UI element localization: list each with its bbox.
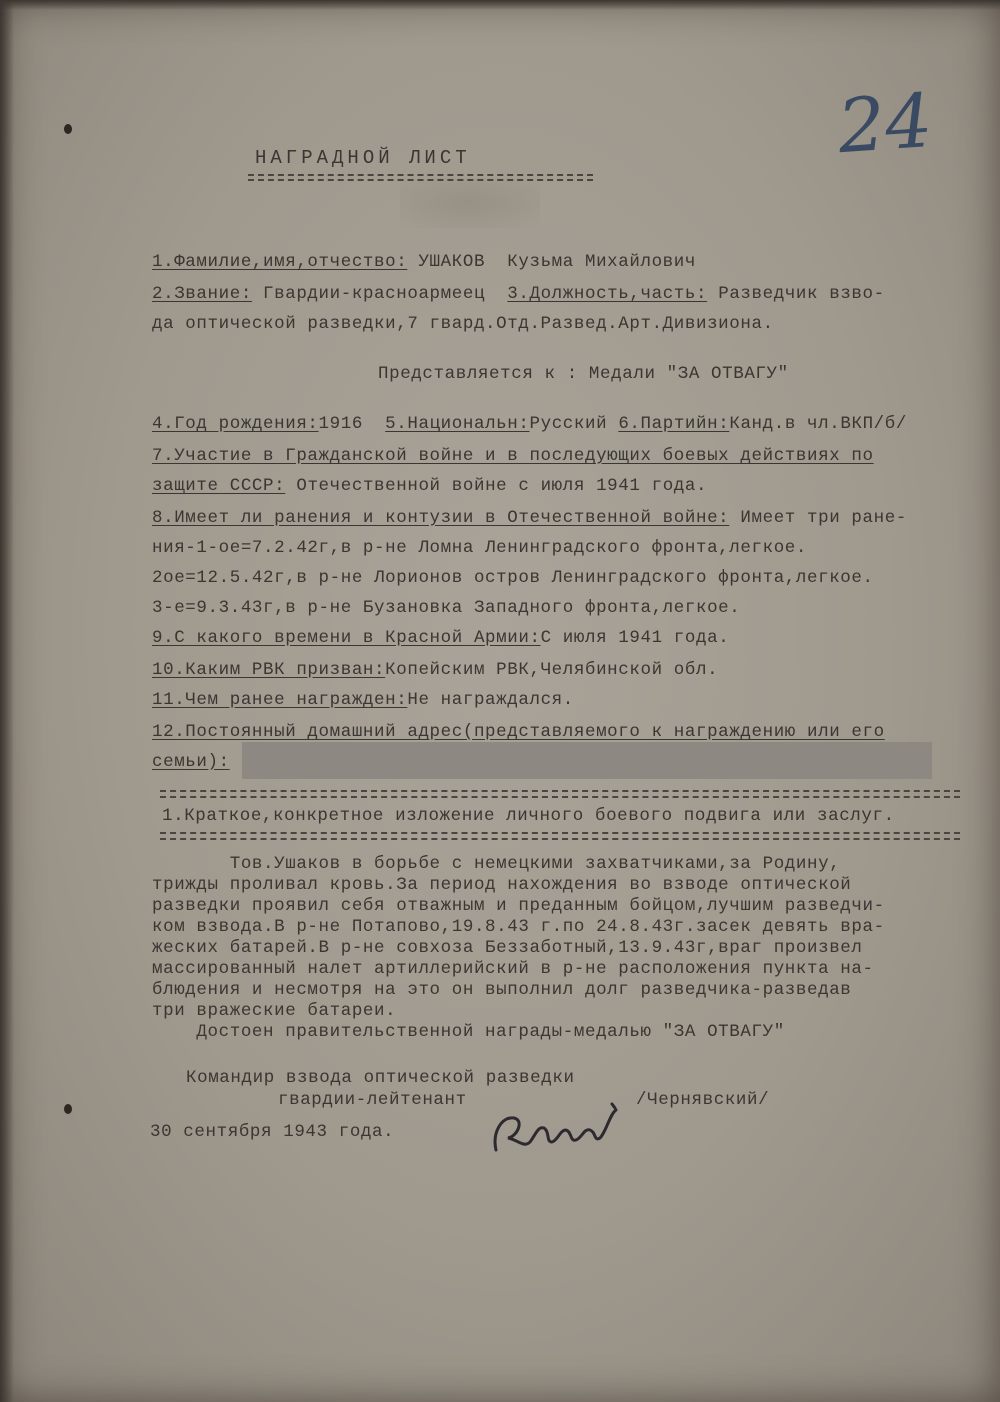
signatory-position: Командир взвода оптической разведки bbox=[186, 1068, 575, 1088]
field-12-label-cont: семьи): bbox=[152, 752, 230, 772]
field-2-value: Гвардии-красноармеец bbox=[251, 284, 508, 304]
field-3-value: Разведчик взво- bbox=[707, 284, 885, 304]
signatory-name: /Чернявский/ bbox=[636, 1090, 770, 1110]
wound-2: 2ое=12.5.42г,в р-не Лорионов остров Ленинградского фронта,легкое. bbox=[152, 568, 874, 588]
title-underline bbox=[248, 179, 593, 181]
narrative-line: жеских батарей.В р-не совхоза Беззаботный,13.9.43г,враг произвел bbox=[152, 938, 863, 958]
field-8-label: 8.Имеет ли ранения и контузии в Отечественной войне: bbox=[152, 508, 730, 528]
field-2-label: 2.Звание: bbox=[152, 284, 252, 304]
field-4-value: 1916 bbox=[318, 414, 386, 434]
document-date: 30 сентября 1943 года. bbox=[150, 1122, 395, 1142]
wound-1: ния-1-ое=7.2.42г,в р-не Ломна Ленинградского фронта,легкое. bbox=[152, 538, 808, 558]
field-7-row bbox=[152, 476, 707, 496]
field-8-row bbox=[152, 508, 907, 528]
field-7-label: 7.Участие в Гражданской войне и в последующих боевых действиях по bbox=[152, 446, 874, 466]
redacted-address bbox=[242, 742, 932, 779]
field-1-value: УШАКОВ Кузьма Михайлович bbox=[407, 252, 696, 272]
field-6-value: Канд.в чл.ВКП/б/ bbox=[729, 414, 907, 434]
field-7-label-cont: защите СССР: bbox=[152, 476, 286, 496]
field-10-label: 10.Каким РВК призван: bbox=[152, 660, 386, 680]
field-10-value: Копейским РВК,Челябинской обл. bbox=[385, 660, 719, 680]
wound-3: 3-е=9.3.43г,в р-не Бузановка Западного фронта,легкое. bbox=[152, 598, 741, 618]
field-1-label: 1.Фамилие,имя,отчество: bbox=[152, 252, 408, 272]
field-11-row bbox=[152, 690, 574, 710]
narrative-line: массированный налет артиллерийский в р-не расположения пункта на- bbox=[152, 959, 874, 979]
handwritten-signature bbox=[488, 1092, 628, 1164]
field-7-value: Отечественной войне с июля 1941 года. bbox=[285, 476, 708, 496]
punch-hole bbox=[64, 124, 72, 134]
scan-edge-left bbox=[0, 0, 14, 1402]
field-6-label: 6.Партийн: bbox=[618, 414, 730, 434]
punch-hole bbox=[64, 1104, 72, 1114]
narrative-line: Достоен правительственной награды-медалью "ЗА ОТВАГУ" bbox=[152, 1022, 785, 1042]
field-2-3-row bbox=[152, 284, 885, 304]
field-1-row bbox=[152, 252, 696, 272]
section-heading: 1.Краткое,конкретное изложение личного боевого подвига или заслуг. bbox=[162, 806, 895, 826]
section-rule bbox=[160, 796, 960, 798]
field-4-5-6-row bbox=[152, 414, 907, 434]
section-rule bbox=[160, 838, 960, 840]
field-9-value: С июля 1941 года. bbox=[540, 628, 730, 648]
narrative-line: трижды проливал кровь.За период нахождения во взводе оптической bbox=[152, 875, 852, 895]
field-4-label: 4.Год рождения: bbox=[152, 414, 319, 434]
field-11-label: 11.Чем ранее награжден: bbox=[152, 690, 408, 710]
narrative-line: ком взвода.В р-не Потапово,19.8.43 г.по 24.8.43г.засек девять вра- bbox=[152, 917, 885, 937]
folio-number: 24 bbox=[835, 77, 936, 171]
section-rule bbox=[160, 832, 960, 834]
field-11-value: Не награждался. bbox=[407, 690, 574, 710]
scan-edge-top bbox=[0, 0, 1000, 10]
field-3-label: 3.Должность,часть: bbox=[507, 284, 708, 304]
section-rule bbox=[160, 790, 960, 792]
signatory-rank: гвардии-лейтенант bbox=[278, 1090, 467, 1110]
field-5-label: 5.Национальн: bbox=[385, 414, 530, 434]
faded-stamp-mark bbox=[400, 178, 540, 228]
field-10-row bbox=[152, 660, 718, 680]
field-5-value: Русский bbox=[529, 414, 619, 434]
presented-for-award: Представляется к : Медали "ЗА ОТВАГУ" bbox=[378, 364, 789, 384]
field-8-value: Имеет три ране- bbox=[729, 508, 907, 528]
field-3-value-continued: да оптической разведки,7 гвард.Отд.Развед.Арт.Дивизиона. bbox=[152, 314, 774, 334]
field-12-label: 12.Постоянный домашний адрес(представляемого к награждению или его bbox=[152, 722, 885, 742]
narrative-line: блюдения и несмотря на это он выполнил долг разведчика-разведав bbox=[152, 980, 852, 1000]
narrative-line: три вражеские батареи. bbox=[152, 1001, 397, 1021]
narrative-line: разведки проявил себя отважным и преданным бойцом,лучшим разведчи- bbox=[152, 896, 885, 916]
field-9-label: 9.С какого времени в Красной Армии: bbox=[152, 628, 541, 648]
title-underline bbox=[248, 174, 593, 176]
document-title: НАГРАДНОЙ ЛИСТ bbox=[255, 147, 471, 169]
field-9-row bbox=[152, 628, 729, 648]
narrative-line: Тов.Ушаков в борьбе с немецкими захватчиками,за Родину, bbox=[152, 854, 841, 874]
